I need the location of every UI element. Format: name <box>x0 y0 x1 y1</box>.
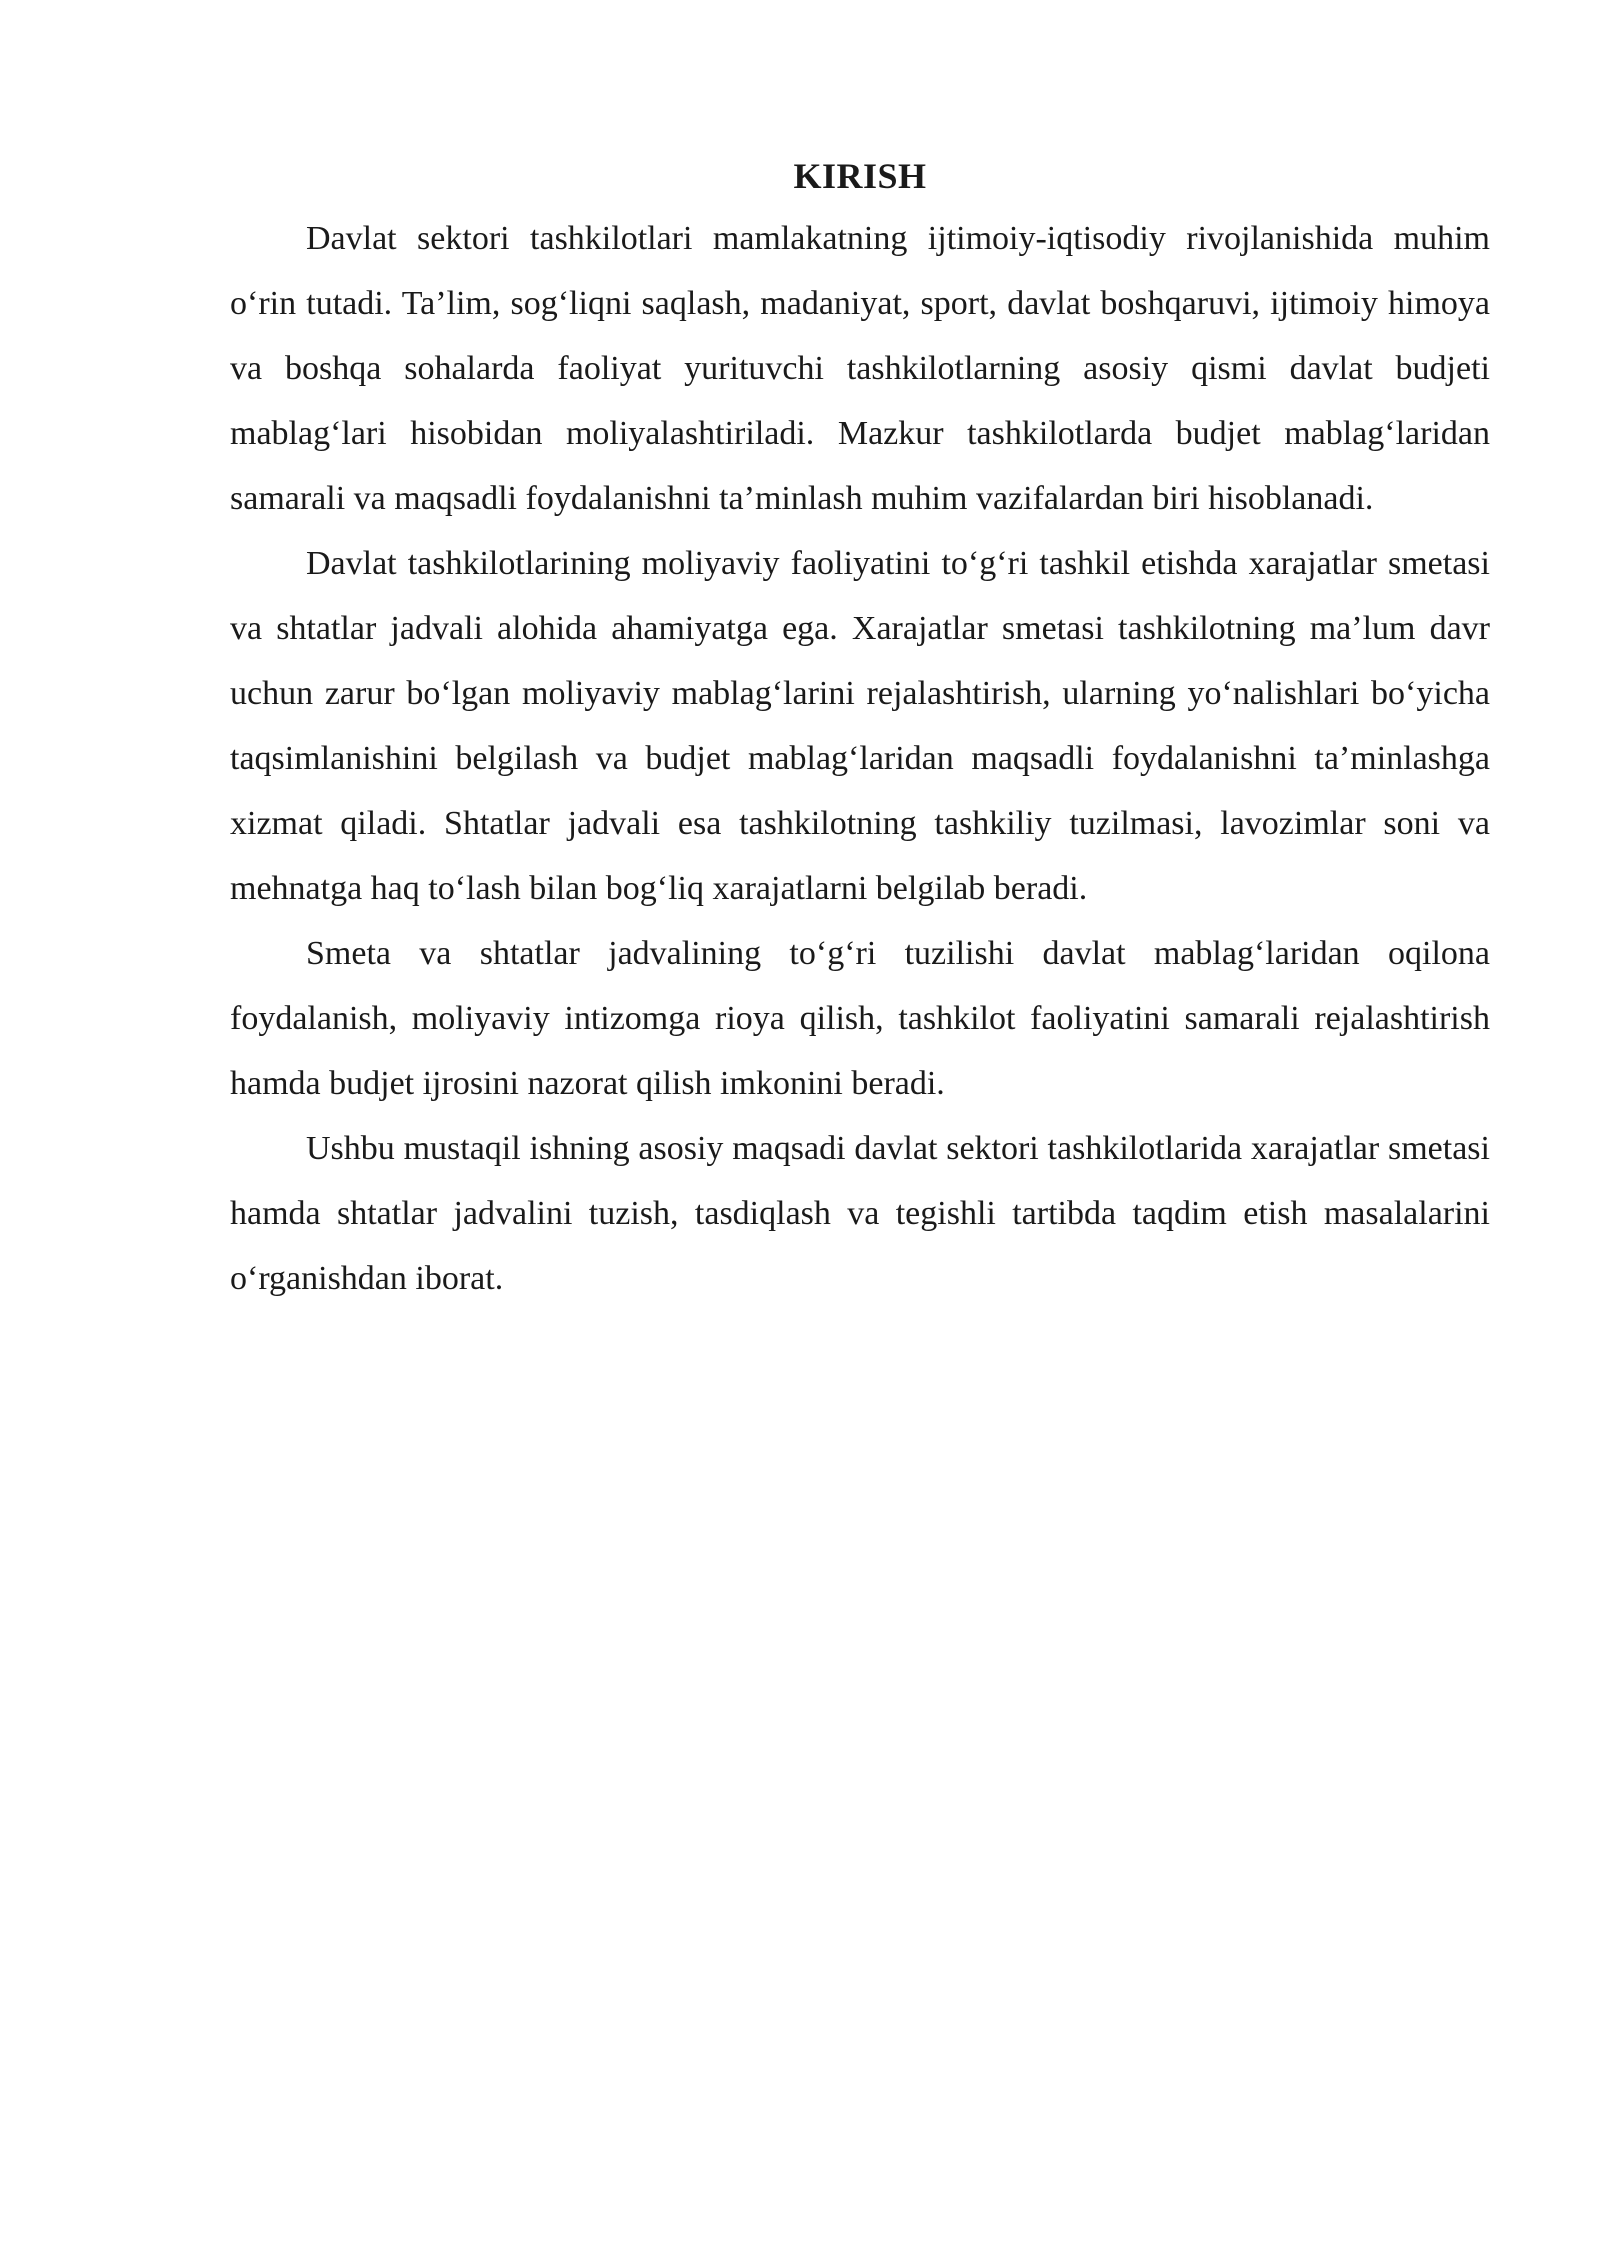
document-body <box>230 150 1490 1311</box>
page-title: KIRISH <box>793 156 927 196</box>
paragraph-4: Ushbu mustaqil ishning asosiy maqsadi davlat sektori tashkilotlarida xarajatlar smetasi hamda shtatlar jadvalini tuzish, tasdiqlash va tegishli tartibda taqdim etish masalalarini o‘rganishdan iborat. <box>230 1130 1490 1297</box>
paragraph-1: Davlat sektori tashkilotlari mamlakatning ijtimoiy-iqtisodiy rivojlanishida muhim o‘rin tutadi. Ta’lim, sog‘liqni saqlash, madaniyat, sport, davlat boshqaruvi, ijtimoiy himoya va boshqa sohalarda faoliyat yurituvchi tashkilotlarning asosiy qismi davlat budjeti mablag‘lari hisobidan moliyalashtiriladi. Mazkur tashkilotlarda budjet mablag‘laridan samarali va maqsadli foydalanishni ta’minlash muhim vazifalardan biri hisoblanadi. <box>230 220 1490 517</box>
paragraph-2: Davlat tashkilotlarining moliyaviy faoliyatini to‘g‘ri tashkil etishda xarajatlar smetasi va shtatlar jadvali alohida ahamiyatga ega. Xarajatlar smetasi tashkilotning ma’lum davr uchun zarur bo‘lgan moliyaviy mablag‘larini rejalashtirish, ularning yo‘nalishlari bo‘yicha taqsimlanishini belgilash va budjet mablag‘laridan maqsadli foydalanishni ta’minlashga xizmat qiladi. Shtatlar jadvali esa tashkilotning tashkiliy tuzilmasi, lavozimlar soni va mehnatga haq to‘lash bilan bog‘liq xarajatlarni belgilab beradi. <box>230 545 1490 907</box>
paragraph-3: Smeta va shtatlar jadvalining to‘g‘ri tuzilishi davlat mablag‘laridan oqilona foydalanish, moliyaviy intizomga rioya qilish, tashkilot faoliyatini samarali rejalashtirish hamda budjet ijrosini nazorat qilish imkonini beradi. <box>230 935 1490 1102</box>
